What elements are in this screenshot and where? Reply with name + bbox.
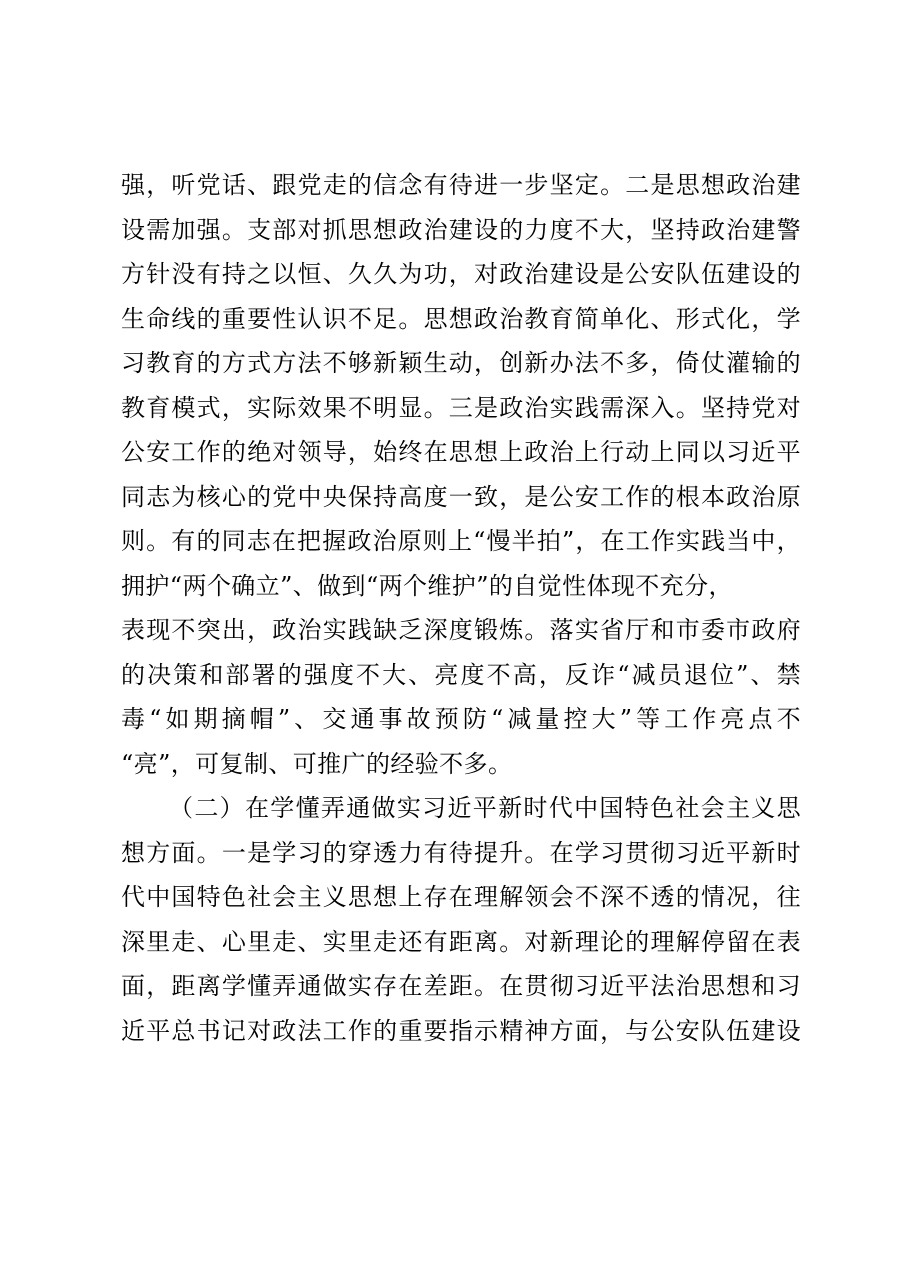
text-line: 深里走、心里走、实里走还有距离。对新理论的理解停留在表 (121, 927, 801, 956)
text-line: 教育模式，实际效果不明显。三是政治实践需深入。坚持党对 (121, 393, 801, 422)
text-line: 的决策和部署的强度不大、亮度不高，反诈“减员退位”、禁 (121, 660, 801, 689)
text-line: 近平总书记对政法工作的重要指示精神方面，与公安队伍建设 (121, 1016, 801, 1045)
text-line: 设需加强。支部对抓思想政治建设的力度不大，坚持政治建警 (121, 215, 801, 244)
text-line: 公安工作的绝对领导，始终在思想上政治上行动上同以习近平 (121, 438, 801, 466)
text-line: 面，距离学懂弄通做实存在差距。在贯彻习近平法治思想和习 (121, 972, 801, 1000)
text-line: 方针没有持之以恒、久久为功，对政治建设是公安队伍建设的 (121, 260, 801, 288)
text-line: 生命线的重要性认识不足。思想政治教育简单化、形式化，学 (121, 304, 801, 333)
paragraph-1 (121, 163, 801, 786)
text-line: 代中国特色社会主义思想上存在理解领会不深不透的情况，往 (121, 883, 801, 911)
text-line: 则。有的同志在把握政治原则上“慢半拍”，在工作实践当中， (121, 527, 801, 555)
text-line: 毒“如期摘帽”、交通事故预防“减量控大”等工作亮点不 (121, 705, 801, 733)
text-line: 拥护“两个确立”、做到“两个维护”的自觉性体现不充分， (121, 571, 733, 600)
text-line: 想方面。一是学习的穿透力有待提升。在学习贯彻习近平新时 (121, 838, 801, 867)
text-line: 习教育的方式方法不够新颖生动，创新办法不多，倚仗灌输的 (121, 349, 801, 377)
text-line: 同志为核心的党中央保持高度一致，是公安工作的根本政治原 (121, 482, 801, 511)
paragraph-2 (121, 786, 801, 1053)
text-line: “亮”，可复制、可推广的经验不多。 (121, 749, 513, 778)
text-line: （二）在学懂弄通做实习近平新时代中国特色社会主义思 (169, 794, 801, 822)
text-line: 表现不突出，政治实践缺乏深度锻炼。落实省厅和市委市政府 (121, 616, 801, 644)
document-body (121, 163, 801, 1053)
text-line: 强，听党话、跟党走的信念有待进一步坚定。二是思想政治建 (121, 171, 801, 199)
